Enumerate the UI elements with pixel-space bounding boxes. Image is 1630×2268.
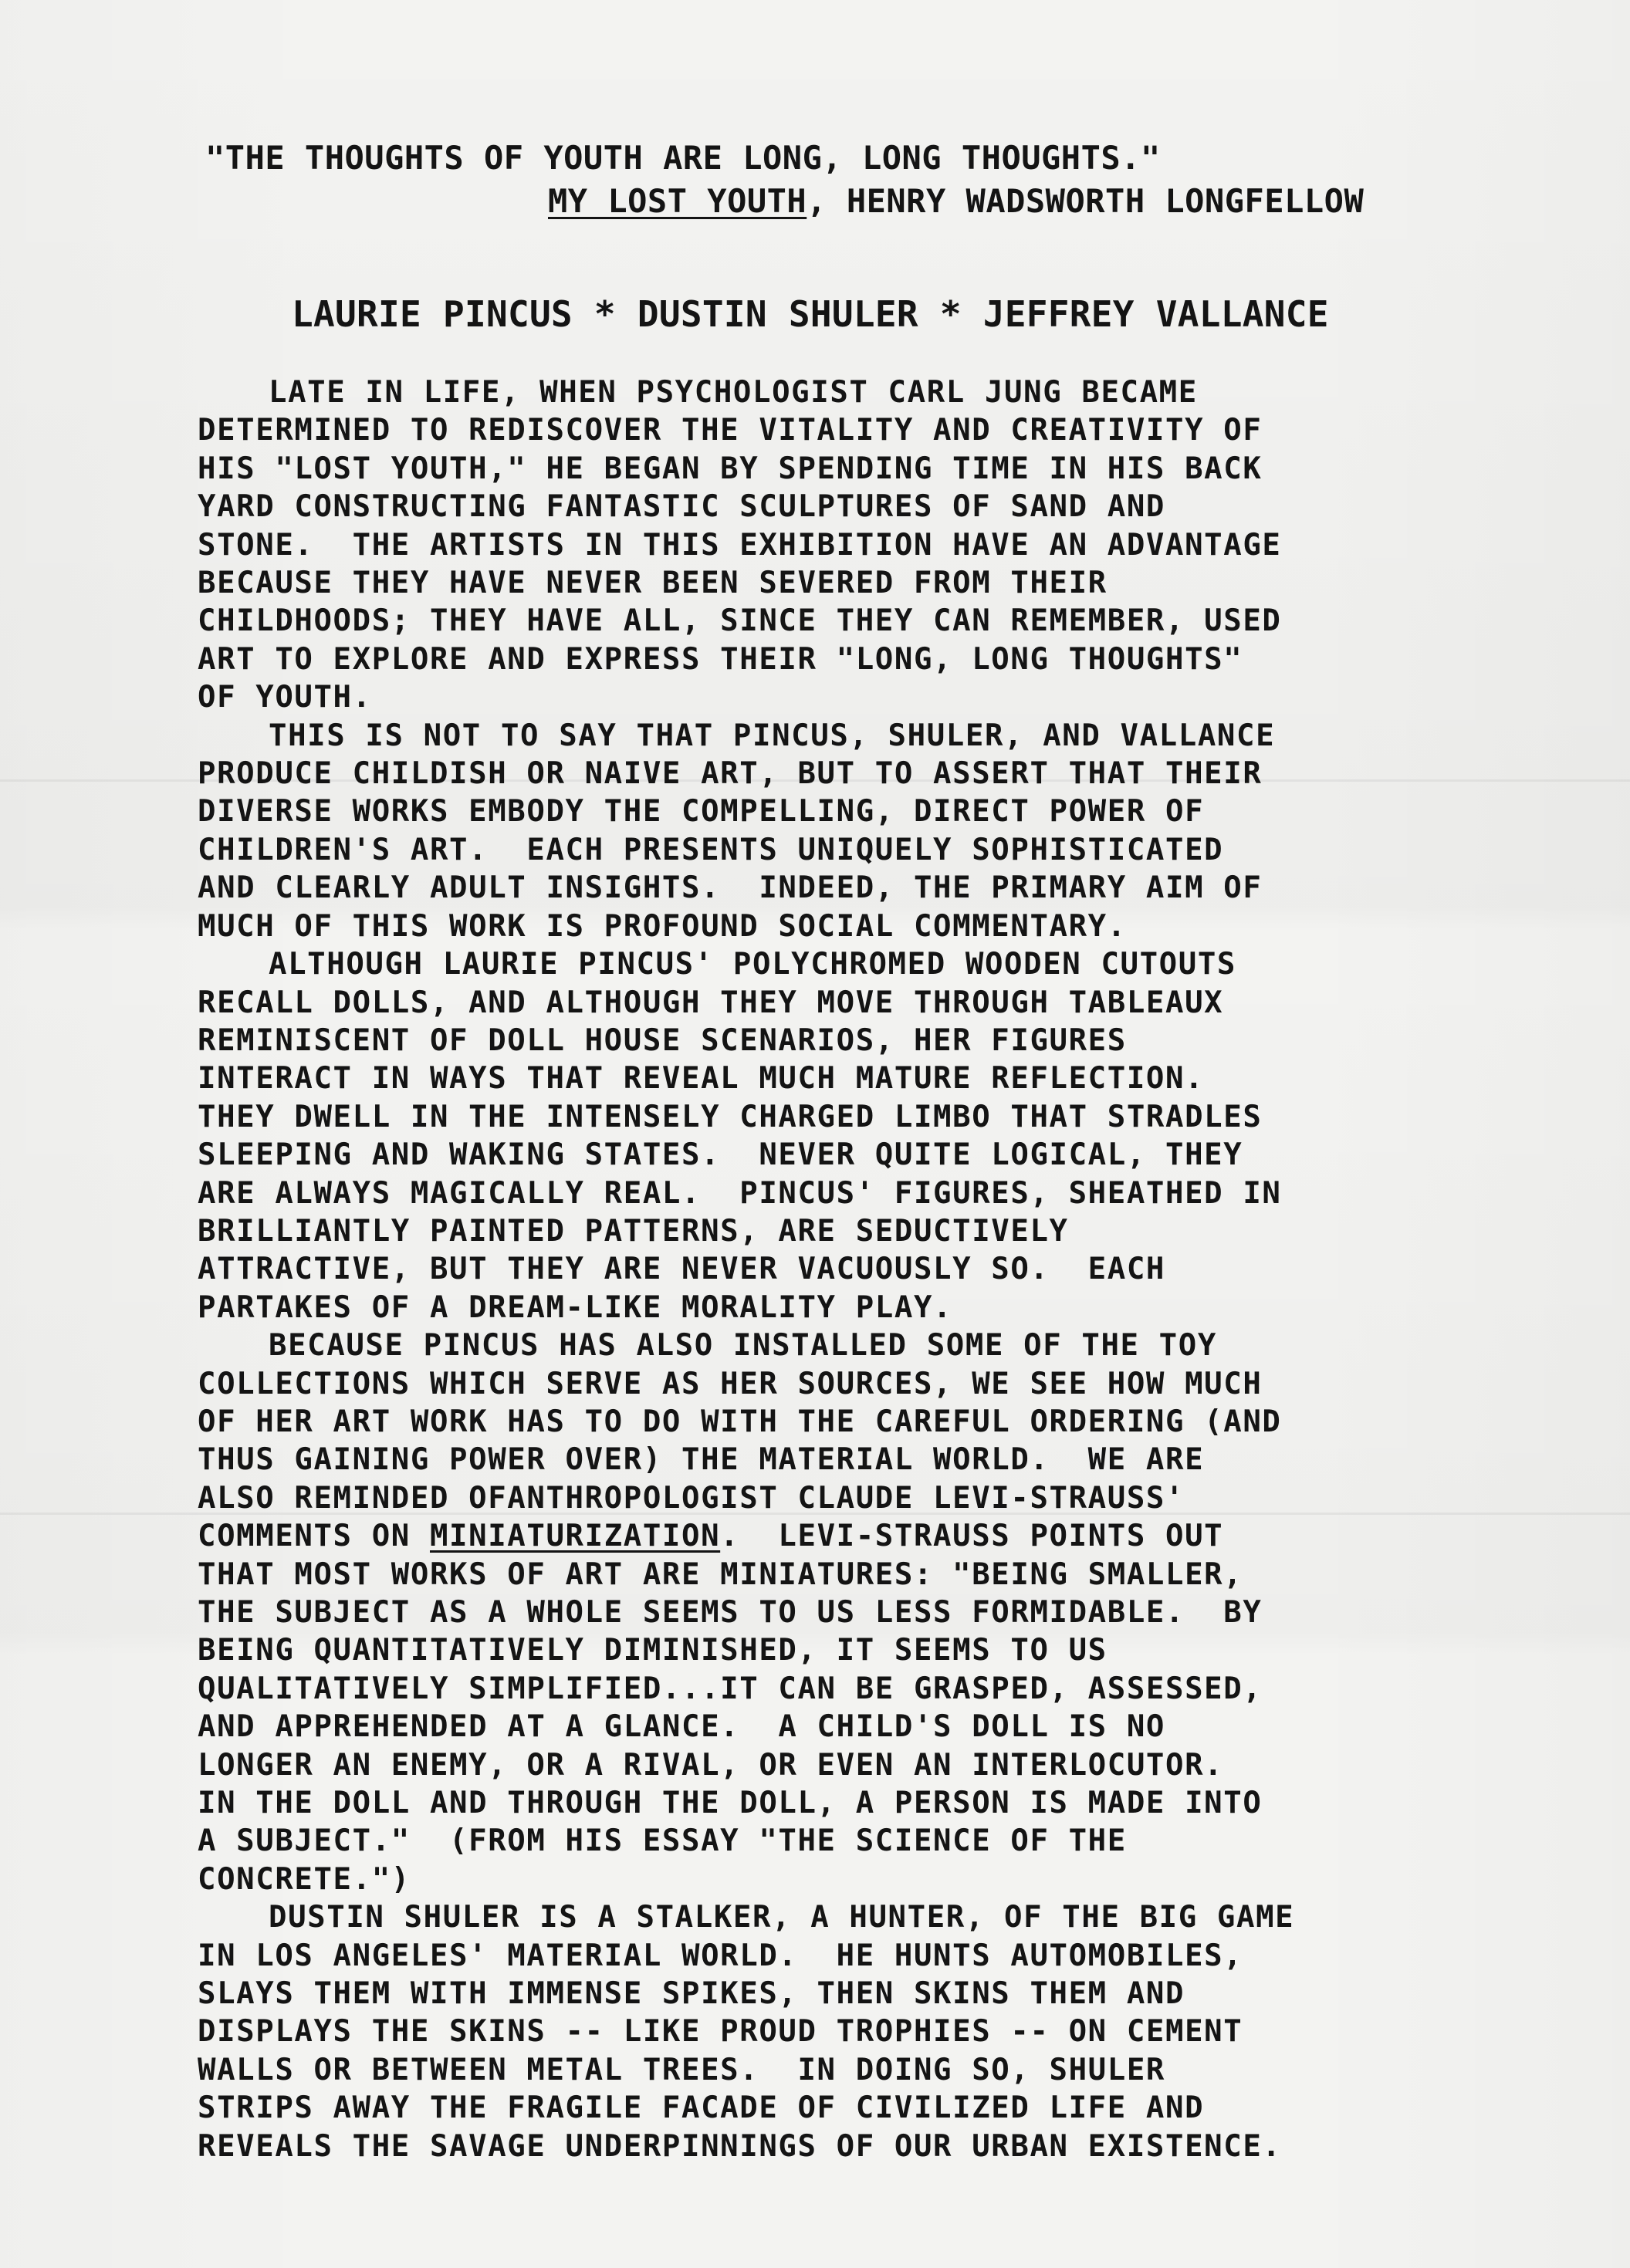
epigraph-source-title: MY LOST YOUTH <box>548 182 807 220</box>
essay-line: THEY DWELL IN THE INTENSELY CHARGED LIMBO THAT STRADLES <box>198 1099 1263 1134</box>
epigraph-source-author: HENRY WADSWORTH LONGFELLOW <box>846 182 1365 220</box>
essay-line-part: . LEVI-STRAUSS POINTS OUT <box>720 1519 1224 1554</box>
essay-line: WALLS OR BETWEEN METAL TREES. IN DOING SO, SHULER <box>198 2052 1165 2087</box>
essay-line: SLEEPING AND WAKING STATES. NEVER QUITE LOGICAL, THEY <box>198 1137 1243 1173</box>
essay-line: A SUBJECT." (FROM HIS ESSAY "THE SCIENCE OF THE <box>198 1824 1127 1859</box>
essay-line: DIVERSE WORKS EMBODY THE COMPELLING, DIRECT POWER OF <box>198 794 1205 830</box>
essay-line: CHILDREN'S ART. EACH PRESENTS UNIQUELY SOPHISTICATED <box>198 832 1224 867</box>
essay-line: AND CLEARLY ADULT INSIGHTS. INDEED, THE PRIMARY AIM OF <box>198 870 1263 906</box>
essay-line: BECAUSE PINCUS HAS ALSO INSTALLED SOME OF THE TOY <box>269 1328 1217 1364</box>
essay-line: IN LOS ANGELES' MATERIAL WORLD. HE HUNTS AUTOMOBILES, <box>198 1938 1243 1973</box>
essay-line: ART TO EXPLORE AND EXPRESS THEIR "LONG, LONG THOUGHTS" <box>198 641 1243 677</box>
essay-line: THUS GAINING POWER OVER) THE MATERIAL WORLD. WE ARE <box>198 1442 1205 1478</box>
essay-line: STONE. THE ARTISTS IN THIS EXHIBITION HAVE AN ADVANTAGE <box>198 527 1282 563</box>
essay-line: OF HER ART WORK HAS TO DO WITH THE CAREFUL ORDERING (AND <box>198 1404 1282 1439</box>
essay-line: REVEALS THE SAVAGE UNDERPINNINGS OF OUR URBAN EXISTENCE. <box>198 2128 1282 2164</box>
epigraph-quote: "THE THOUGHTS OF YOUTH ARE LONG, LONG THOUGHTS." <box>205 139 1161 177</box>
essay-line: THIS IS NOT TO SAY THAT PINCUS, SHULER, AND VALLANCE <box>269 718 1276 753</box>
essay-line: ATTRACTIVE, BUT THEY ARE NEVER VACUOUSLY SO. EACH <box>198 1252 1165 1287</box>
essay-line: HIS "LOST YOUTH," HE BEGAN BY SPENDING TIME IN HIS BACK <box>198 451 1263 486</box>
essay-line: THAT MOST WORKS OF ART ARE MINIATURES: "BEING SMALLER, <box>198 1557 1243 1592</box>
essay-line: RECALL DOLLS, AND ALTHOUGH THEY MOVE THROUGH TABLEAUX <box>198 985 1224 1020</box>
essay-body <box>198 373 1510 2165</box>
essay-line: CONCRETE.") <box>198 1861 411 1897</box>
essay-line <box>198 1517 1510 1555</box>
essay-line-part: COMMENTS ON <box>198 1519 430 1554</box>
essay-line: DISPLAYS THE SKINS -- LIKE PROUD TROPHIES -- ON CEMENT <box>198 2014 1243 2050</box>
underlined-term: MINIATURIZATION <box>429 1519 721 1554</box>
essay-line: ARE ALWAYS MAGICALLY REAL. PINCUS' FIGURES, SHEATHED IN <box>198 1175 1282 1211</box>
essay-line: SLAYS THEM WITH IMMENSE SPIKES, THEN SKINS THEM AND <box>198 1976 1185 2012</box>
essay-line: LATE IN LIFE, WHEN PSYCHOLOGIST CARL JUNG BECAME <box>269 375 1198 410</box>
epigraph-source-separator: , <box>807 182 847 220</box>
essay-line: THE SUBJECT AS A WHOLE SEEMS TO US LESS FORMIDABLE. BY <box>198 1595 1263 1630</box>
essay-line: INTERACT IN WAYS THAT REVEAL MUCH MATURE REFLECTION. <box>198 1061 1205 1097</box>
essay-line: DETERMINED TO REDISCOVER THE VITALITY AND CREATIVITY OF <box>198 413 1263 448</box>
essay-line: BRILLIANTLY PAINTED PATTERNS, ARE SEDUCTIVELY <box>198 1213 1069 1249</box>
essay-line: IN THE DOLL AND THROUGH THE DOLL, A PERSON IS MADE INTO <box>198 1786 1263 1821</box>
essay-line: REMINISCENT OF DOLL HOUSE SCENARIOS, HER FIGURES <box>198 1022 1127 1058</box>
essay-line: OF YOUTH. <box>198 680 372 715</box>
essay-line: AND APPREHENDED AT A GLANCE. A CHILD'S DOLL IS NO <box>198 1709 1165 1745</box>
essay-line: PRODUCE CHILDISH OR NAIVE ART, BUT TO ASSERT THAT THEIR <box>198 756 1263 792</box>
essay-line: STRIPS AWAY THE FRAGILE FACADE OF CIVILIZED LIFE AND <box>198 2091 1205 2126</box>
essay-line: LONGER AN ENEMY, OR A RIVAL, OR EVEN AN INTERLOCUTOR. <box>198 1747 1224 1783</box>
essay-line: QUALITATIVELY SIMPLIFIED...IT CAN BE GRASPED, ASSESSED, <box>198 1671 1263 1706</box>
essay-line: DUSTIN SHULER IS A STALKER, A HUNTER, OF THE BIG GAME <box>269 1900 1295 1935</box>
essay-line: MUCH OF THIS WORK IS PROFOUND SOCIAL COMMENTARY. <box>198 908 1127 944</box>
essay-line: BECAUSE THEY HAVE NEVER BEEN SEVERED FROM THEIR <box>198 566 1108 601</box>
essay-line: BEING QUANTITATIVELY DIMINISHED, IT SEEMS TO US <box>198 1633 1108 1668</box>
epigraph-source <box>548 182 1364 220</box>
essay-line: YARD CONSTRUCTING FANTASTIC SCULPTURES OF SAND AND <box>198 489 1165 525</box>
essay-line: COLLECTIONS WHICH SERVE AS HER SOURCES, WE SEE HOW MUCH <box>198 1366 1263 1401</box>
essay-line: CHILDHOODS; THEY HAVE ALL, SINCE THEY CAN REMEMBER, USED <box>198 603 1282 639</box>
essay-line: ALSO REMINDED OFANTHROPOLOGIST CLAUDE LEVI-STRAUSS' <box>198 1480 1185 1516</box>
essay-line: ALTHOUGH LAURIE PINCUS' POLYCHROMED WOODEN CUTOUTS <box>269 947 1236 982</box>
artists-heading: LAURIE PINCUS * DUSTIN SHULER * JEFFREY VALLANCE <box>292 293 1329 335</box>
essay-line: PARTAKES OF A DREAM-LIKE MORALITY PLAY. <box>198 1289 953 1325</box>
